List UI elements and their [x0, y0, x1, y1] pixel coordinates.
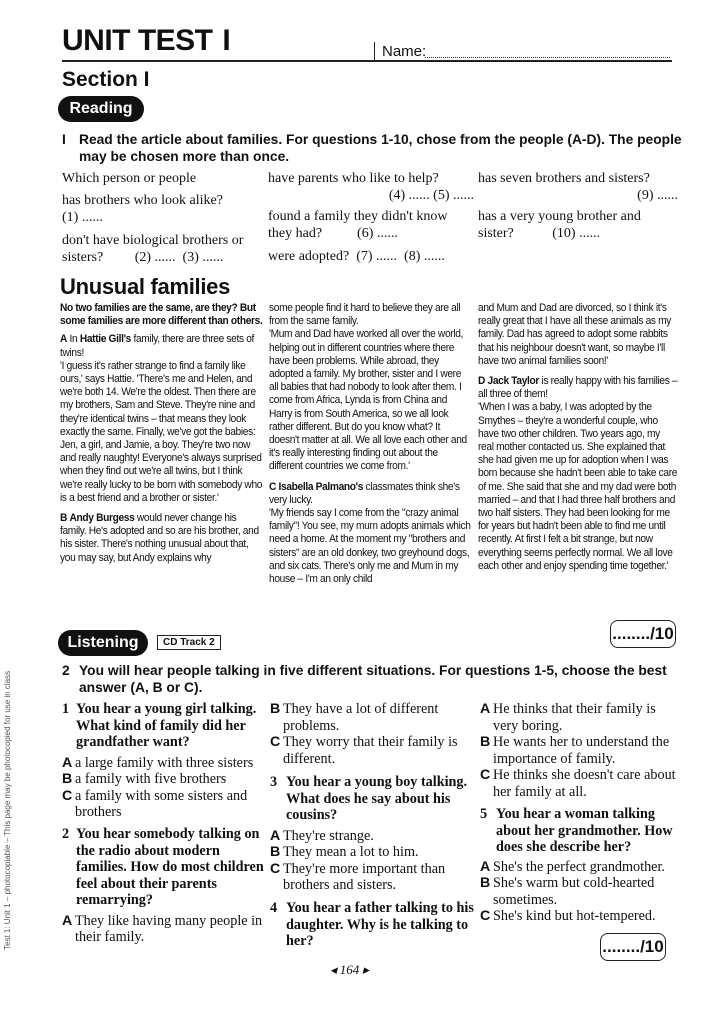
question-col-3: [478, 170, 678, 242]
question-line: don't have biological brothers or: [62, 233, 244, 248]
listening-question-2-continued: [270, 701, 475, 767]
listening-question-2: 2 You hear somebody talking on the radio about modern families. How do most children feel about their parents remarrying? A They like having many people in their family.: [62, 826, 267, 946]
listening-score-box[interactable]: ......../10: [600, 933, 666, 961]
answer-option[interactable]: A They like having many people in their family.: [62, 912, 263, 945]
question-line: have parents who like to help?: [268, 171, 439, 186]
article-paragraph: D Jack Taylor is really happy with his families – all three of them!: [478, 375, 678, 401]
answer-option[interactable]: C She's kind but hot-tempered.: [480, 908, 656, 924]
cd-track-label: CD Track 2: [157, 635, 221, 650]
answer-option[interactable]: A He thinks that their family is very boring.: [480, 701, 656, 734]
listening-question-4-options: [480, 701, 680, 800]
listening-question-5: 5 You hear a woman talking about her grandmother. How does she describe her? A She's the perfect grandmother. B She's warm but cold-hearted sometimes. C She's kind but hot-tempered.: [480, 806, 680, 925]
reading-score-box[interactable]: ......../10: [610, 620, 676, 648]
listening-question-3: 3 You hear a young boy talking. What does he say about his cousins? A They're strange. B They mean a lot to him. C They're more important than brothers and sisters.: [270, 774, 475, 894]
name-field[interactable]: [425, 56, 670, 58]
page-number: ◂ 164 ▸: [330, 962, 370, 977]
name-box-divider: [374, 42, 375, 62]
listening-question-1: 1 You hear a young girl talking. What kind of family did her grandfather want? A a large family with three sisters B a family with five brothers C a family with some sisters and brothers: [62, 701, 267, 821]
question-col-1: [62, 170, 262, 266]
article-paragraph: B Andy Burgess would never change his family. He's adopted and so are his brother, and his sister. There's nothing unusual about that, you may say, but Andy explains why: [60, 512, 259, 564]
article-column-2: [269, 302, 473, 586]
article-column-3: [478, 302, 678, 573]
answer-option[interactable]: B He wants her to understand the importance of family.: [480, 734, 670, 767]
question-line: sister? (10) ......: [478, 226, 601, 241]
unit-number-mark: I: [222, 24, 231, 57]
article-paragraph: 'Mum and Dad have worked all over the world, helping out in different countries where there have been problems. While abroad, they adopted a family. My brother, sister and I were all babies that had nobody to look after them. I come from Africa, Lynda is from China and Harry is from South America, so we all look rather different. But do you know what? It doesn't matter at all. We all love each other and it's really interesting finding out about the different countries we come from.': [269, 328, 467, 473]
question-line: Which person or people: [62, 171, 197, 186]
question-line: were adopted? (7) ...... (8) ......: [268, 249, 445, 264]
question-line: has seven brothers and sisters?: [478, 171, 650, 186]
unit-test-title: UNIT TEST I: [62, 24, 231, 57]
listening-question-4: 4 You hear a father talking to his daughter. Why is he talking to her?: [270, 900, 474, 949]
article-paragraph: some people find it hard to believe they are all from the same family.: [269, 302, 461, 328]
listening-instruction: 2 You will hear people talking in five different situations. For questions 1-5, choose the best answer (A, B or C).: [62, 663, 667, 695]
article-paragraph: 'I guess it's rather strange to find a family like ours,' says Hattie. 'There's me and Helen, and we're both 14. We're the oldest. Then there are my brothers, Sam and Steve. They're nine and they're identical twins – that means they look exactly the same. Finally, we've got the babies: Jen, a girl, and Jamie, a boy. They're two now and really naughty! Everyone's always surprised when they find out we're all twins, but I think we're really lucky to be born with somebody who is a best friend and a brother or sister.': [60, 359, 263, 504]
margin-copyright-text: Test 1: Unit 1 – photocopiable – This page may be photocopied for use in class: [3, 670, 12, 950]
article-column-1: [60, 302, 264, 565]
article-title: Unusual families: [60, 274, 231, 299]
question-line: (1) ......: [62, 210, 103, 225]
listening-pill: Listening: [58, 630, 148, 656]
question-line: has a very young brother and: [478, 209, 641, 224]
answer-option[interactable]: A They're strange.: [270, 827, 374, 844]
answer-option[interactable]: C He thinks she doesn't care about her family at all.: [480, 767, 676, 800]
answer-option[interactable]: A a large family with three sisters: [62, 754, 254, 771]
answer-option[interactable]: C a family with some sisters and brothers: [62, 787, 248, 820]
answer-option[interactable]: C They're more important than brothers and sisters.: [270, 860, 446, 893]
question-line: found a family they didn't know: [268, 209, 448, 224]
article-paragraph: A In Hattie Gill's family, there are three sets of twins!: [60, 333, 255, 359]
reading-instruction: I Read the article about families. For questions 1-10, chose from the people (A-D). The people may be chosen more than once.: [62, 132, 682, 164]
article-paragraph: C Isabella Palmano's classmates think she's very lucky.: [269, 480, 460, 506]
article-paragraph: 'My friends say I come from the "crazy animal family"! You see, my mum adopts animals which need a home. At the moment my "brothers and sisters" are an old donkey, two greyhound dogs, and six cats. There's only me and Mum in my house – I'm an only child: [269, 507, 471, 586]
answer-option[interactable]: C They worry that their family is different.: [270, 734, 458, 767]
article-paragraph: and Mum and Dad are divorced, so I think it's really great that I have all these animals as my family. Dad has agreed to adopt some rabbits that his neighbour doesn't want, so maybe I'll have two animal families soon!': [478, 302, 672, 367]
question-line: they had? (6) ......: [268, 226, 398, 241]
question-col-2: [268, 170, 474, 265]
article-paragraph: 'When I was a baby, I was adopted by the Smythes – they're a wonderful couple, who have two other children. Two years ago, my real mother contacted us. She explained that she had given me up for adoption when I was born because she hadn't been able to take care of me. She said that she and my dad were both married – and that I had three half brothers and two half sisters. They had been looking for me for years but hadn't been able to find me until recently. At first I felt a bit strange, but now everything seems perfectly normal. We all love each other and enjoy spending time together.': [478, 401, 678, 572]
reading-pill: Reading: [58, 96, 144, 122]
answer-option[interactable]: B a family with five brothers: [62, 771, 227, 787]
answer-option[interactable]: B She's warm but cold-hearted sometimes.: [480, 875, 655, 908]
question-line: (9) ......: [637, 188, 678, 203]
question-line: has brothers who look alike?: [62, 193, 223, 208]
header-rule: [62, 60, 672, 62]
name-label: Name:: [382, 43, 427, 60]
question-line: sisters? (2) ...... (3) ......: [62, 250, 224, 265]
article-lead: No two families are the same, are they? But some families are more different than others.: [60, 302, 263, 328]
answer-option[interactable]: B They have a lot of different problems.: [270, 701, 439, 734]
answer-option[interactable]: A She's the perfect grandmother.: [480, 858, 665, 875]
question-line: (4) ...... (5) ......: [388, 188, 474, 203]
section-title: Section I: [62, 68, 150, 91]
answer-option[interactable]: B They mean a lot to him.: [270, 844, 419, 860]
